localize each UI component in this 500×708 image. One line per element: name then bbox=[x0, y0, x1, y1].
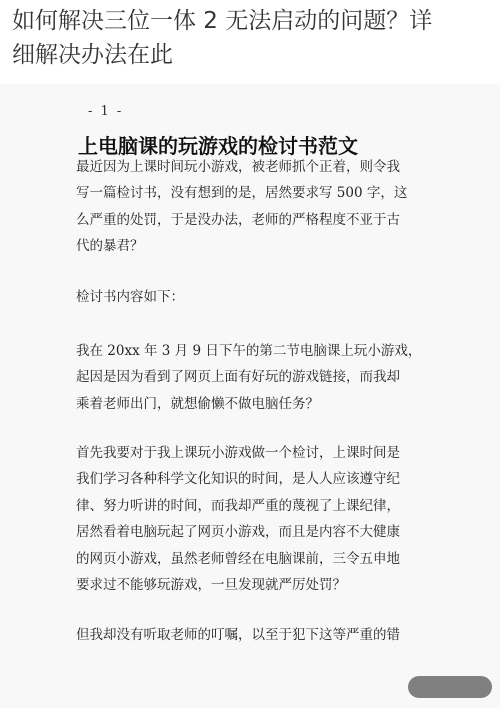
text-line: 我在 20xx 年 3 月 9 日下午的第二节电脑课上玩小游戏， bbox=[76, 343, 422, 359]
text-line: 居然看着电脑玩起了网页小游戏，而且是内容不大健康 bbox=[76, 524, 400, 541]
text-line: 我们学习各种科学文化知识的时间，是人人应该遵守纪 bbox=[76, 471, 400, 488]
paragraph-content-heading bbox=[76, 284, 436, 310]
paragraph-continued bbox=[76, 622, 436, 648]
text-line: 代的暴君？ bbox=[76, 238, 144, 255]
text-line: 最近因为上课时间玩小游戏，被老师抓个正着，则令我 bbox=[76, 159, 400, 175]
text-line: 写一篇检讨书，没有想到的是，居然要求写 500 字，这 bbox=[76, 185, 408, 202]
article-headline bbox=[12, 4, 494, 72]
text-line: 检讨书内容如下： bbox=[76, 289, 184, 305]
text-line: 起因是因为看到了网页上面有好玩的游戏链接，而我却 bbox=[76, 369, 400, 386]
document-page-image bbox=[0, 84, 500, 708]
text-line: 首先我要对于我上课玩小游戏做一个检讨，上课时间是 bbox=[76, 445, 400, 461]
text-line: 乘着老师出门，就想偷懒不做电脑任务？ bbox=[76, 395, 319, 412]
headline-line-1: 如何解决三位一体 2 无法启动的问题？详 bbox=[12, 8, 433, 34]
page-number: - 1 - bbox=[88, 104, 124, 119]
text-line: 的网页小游戏，虽然老师曾经在电脑课前，三令五申地 bbox=[76, 550, 400, 567]
paragraph-reflection bbox=[76, 440, 436, 598]
text-line: 要求过不能够玩游戏，一旦发现就严厉处罚？ bbox=[76, 576, 346, 593]
paragraph-incident bbox=[76, 338, 436, 417]
headline-line-2: 细解决办法在此 bbox=[12, 42, 173, 68]
text-line: 律、努力听讲的时间，而我却严重的蔑视了上课纪律， bbox=[76, 497, 400, 514]
watermark-logo bbox=[408, 676, 492, 698]
text-line: 么严重的处罚，于是没办法，老师的严格程度不亚于古 bbox=[76, 211, 400, 228]
text-line: 但我却没有听取老师的叮嘱，以至于犯下这等严重的错 bbox=[76, 627, 400, 643]
document-title: 上电脑课的玩游戏的检讨书范文 bbox=[78, 134, 358, 158]
paragraph-intro bbox=[76, 154, 436, 260]
